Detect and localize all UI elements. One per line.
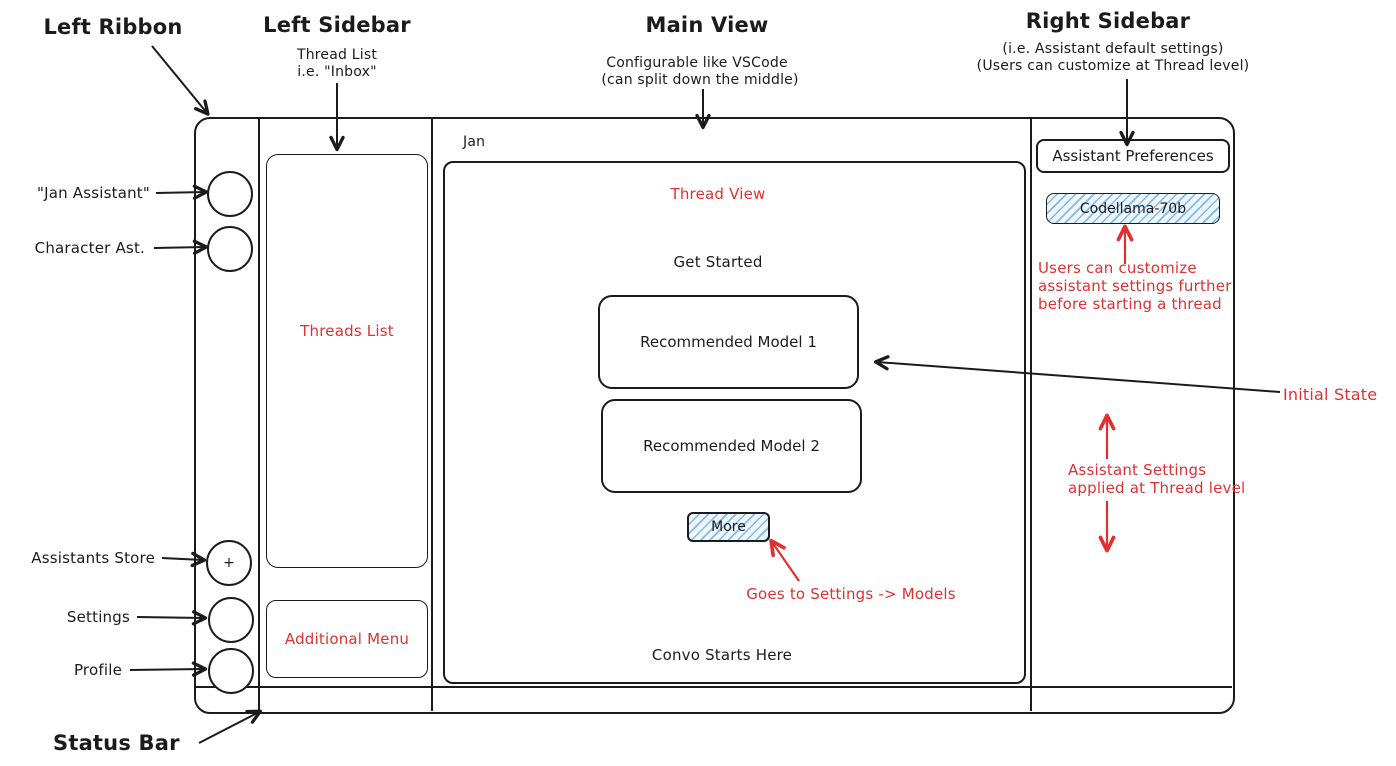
assistants-store-callout: Assistants Store [31,549,155,567]
right-sidebar-note1: (i.e. Assistant default settings) [1002,41,1224,57]
initial-state-label: Initial State [1283,385,1378,404]
profile-arrow [130,669,204,670]
left-sidebar-callout: Left Sidebar [263,13,411,37]
model-badge-label: Codellama-70b [1079,200,1187,217]
additional-menu-label: Additional Menu [284,630,410,648]
threads-list-label: Threads List [300,322,394,340]
left-sidebar-note1: Thread List [296,47,378,63]
goes-to-settings-label: Goes to Settings -> Models [746,585,956,603]
convo-starts-here-label: Convo Starts Here [651,646,793,664]
status-bar-arrow [199,712,259,743]
thread-level-note-line1: Assistant Settings [1068,461,1207,479]
jan-assistant-callout: "Jan Assistant" [36,184,150,202]
right-sidebar-callout: Right Sidebar [1025,9,1191,33]
character-ast-callout: Character Ast. [34,239,145,257]
profile-callout: Profile [73,661,122,679]
app-title: Jan [463,134,486,150]
more-button-label: More [711,519,746,535]
right-sidebar-note2: (Users can customize at Thread level) [976,58,1250,74]
main-view [433,119,1030,687]
main-view-callout: Main View [645,13,769,37]
get-started-label: Get Started [673,253,763,271]
customize-note-line1: Users can customize [1038,259,1197,277]
status-bar [196,688,1231,712]
main-view-note1: Configurable like VSCode [606,55,788,71]
main-view-note2: (can split down the middle) [601,72,799,88]
assistant-preferences-label: Assistant Preferences [1052,147,1214,165]
recommended-model-2-label: Recommended Model 2 [643,437,820,455]
status-bar-callout: Status Bar [53,731,180,755]
right-sidebar [1032,119,1231,687]
left-ribbon [196,119,258,687]
left-sidebar [260,119,431,687]
left-ribbon-callout: Left Ribbon [43,15,183,39]
left-ribbon-arrow [152,46,207,113]
plus-icon: + [223,555,235,571]
settings-callout: Settings [66,608,130,626]
thread-level-note-line2: applied at Thread level [1068,479,1246,497]
customize-note-line2: assistant settings further [1038,277,1232,295]
thread-view-label: Thread View [670,185,766,203]
recommended-model-1-label: Recommended Model 1 [640,333,817,351]
customize-note-line3: before starting a thread [1038,295,1222,313]
left-sidebar-note2: i.e. "Inbox" [297,64,377,80]
